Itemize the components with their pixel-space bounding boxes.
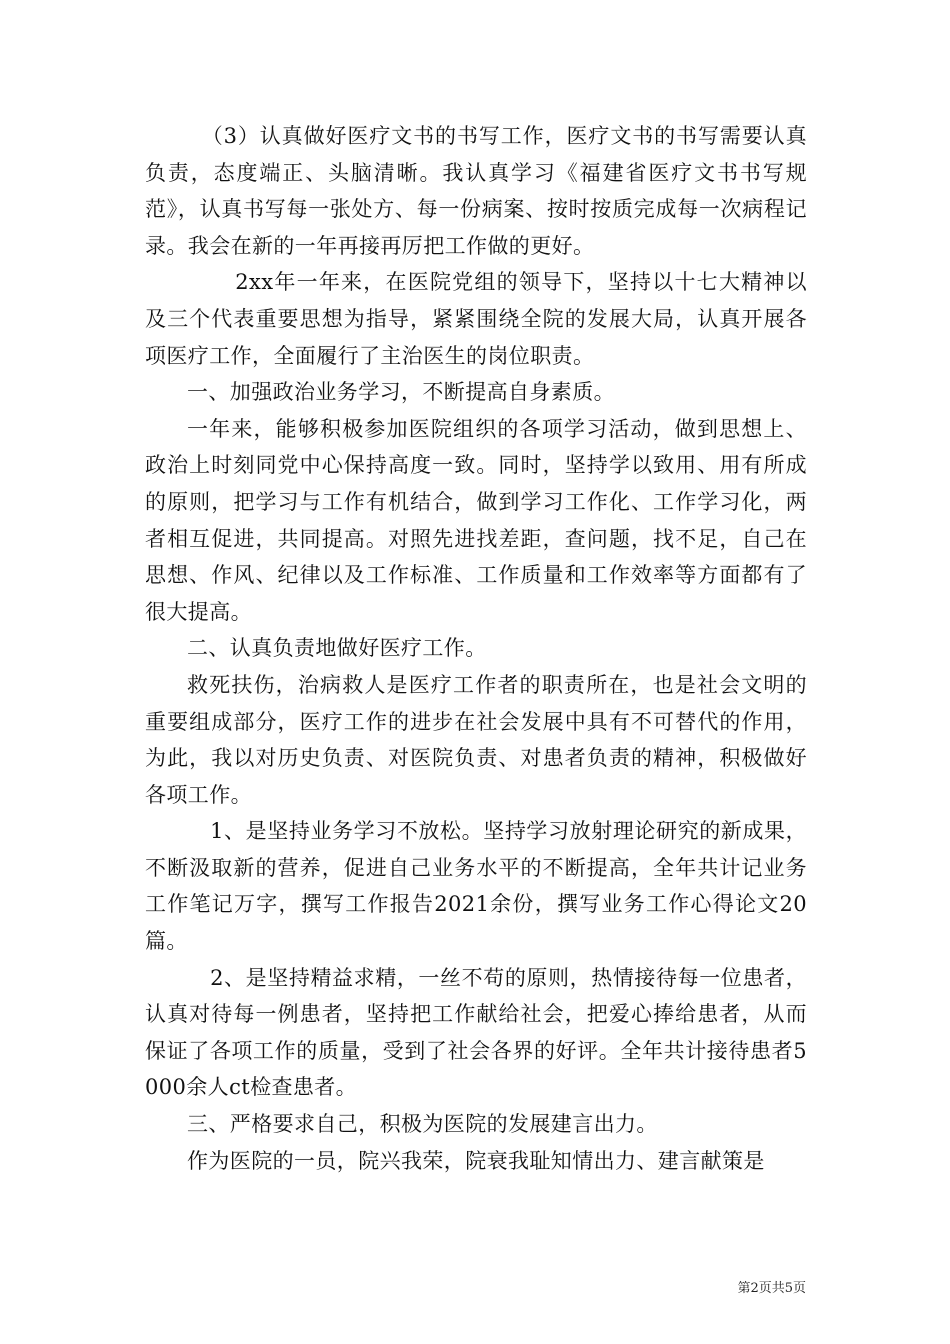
document-body <box>145 118 807 1179</box>
page-number: 第2页共5页 <box>737 1281 806 1296</box>
section-heading: 一、加强政治业务学习，不断提高自身素质。 <box>187 380 615 405</box>
paragraph: 2xx年一年来，在医院党组的领导下，坚持以十七大精神以及三个代表重要思想为指导，紧紧围绕全院的发展大局，认真开展各项医疗工作，全面履行了主治医生的岗位职责。 <box>145 270 807 368</box>
paragraph: 作为医院的一员，院兴我荣，院衰我耻知情出力、建言献策是 <box>187 1148 765 1173</box>
paragraph: 救死扶伤，治病救人是医疗工作者的职责所在，也是社会文明的重要组成部分，医疗工作的进步在社会发展中具有不可替代的作用，为此，我以对历史负责、对医院负责、对患者负责的精神，积极做好各项工作。 <box>145 672 807 807</box>
paragraph: 一年来，能够积极参加医院组织的各项学习活动，做到思想上、政治上时刻同党中心保持高度一致。同时，坚持学以致用、用有所成的原则，把学习与工作有机结合，做到学习工作化、工作学习化，两者相互促进，共同提高。对照先进找差距，查问题，找不足，自己在思想、作风、纪律以及工作标准、工作质量和工作效率等方面都有了很大提高。 <box>145 416 807 624</box>
section-heading: 二、认真负责地做好医疗工作。 <box>187 636 487 661</box>
paragraph: 2、是坚持精益求精，一丝不苟的原则，热情接待每一位患者，认真对待每一例患者，坚持把工作献给社会，把爱心捧给患者，从而保证了各项工作的质量，受到了社会各界的好评。全年共计接待患者5000余人ct检查患者。 <box>145 965 807 1100</box>
paragraph: 1、是坚持业务学习不放松。坚持学习放射理论研究的新成果，不断汲取新的营养，促进自己业务水平的不断提高，全年共计记业务工作笔记万字，撰写工作报告2021余份，撰写业务工作心得论文20篇。 <box>145 819 807 954</box>
section-heading: 三、严格要求自己，积极为医院的发展建言出力。 <box>187 1112 658 1137</box>
paragraph: （3）认真做好医疗文书的书写工作，医疗文书的书写需要认真负责，态度端正、头脑清晰。我认真学习《福建省医疗文书书写规范》，认真书写每一张处方、每一份病案、按时按质完成每一次病程记录。我会在新的一年再接再厉把工作做的更好。 <box>145 124 807 258</box>
